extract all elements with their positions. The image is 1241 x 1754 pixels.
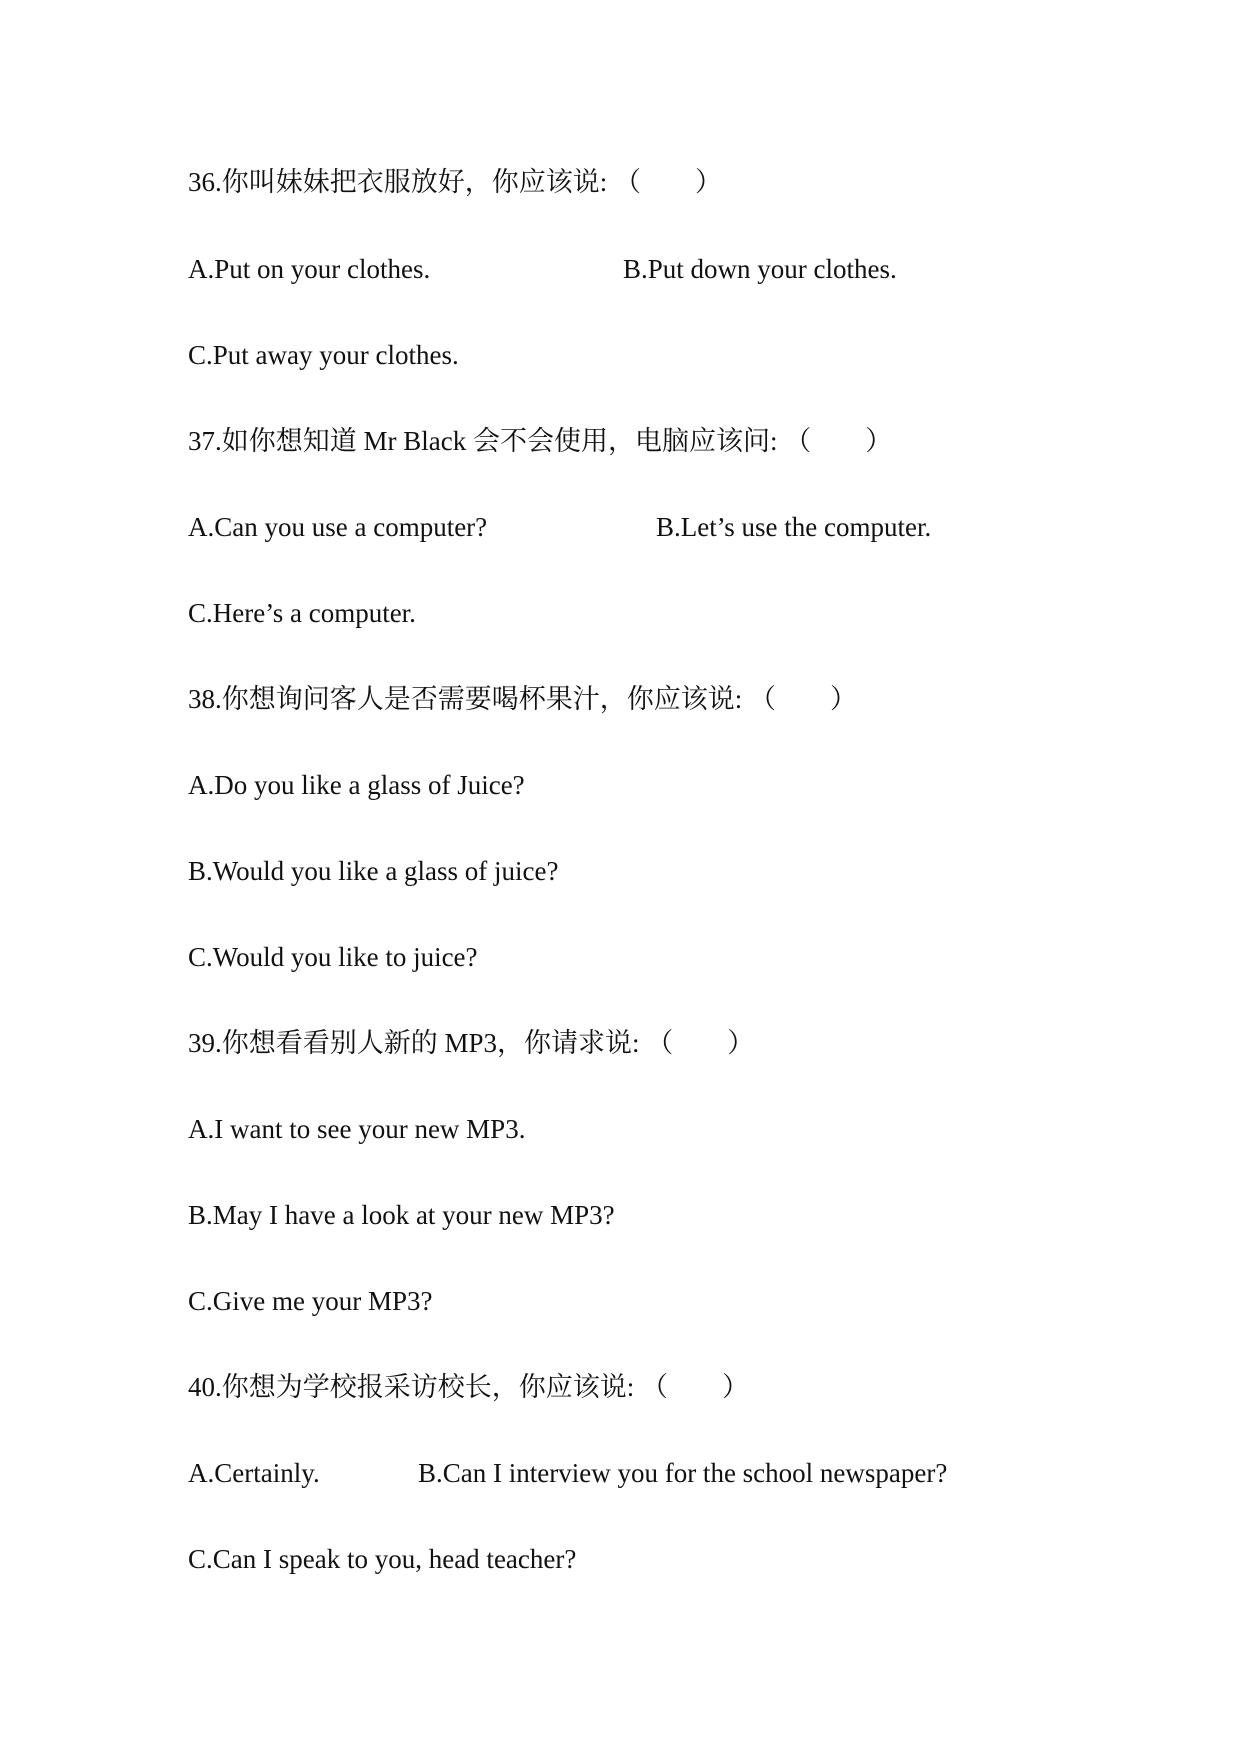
question-39-option-c: C.Give me your MP3?: [188, 1286, 433, 1316]
question-40-prompt: 40.你想为学校报采访校长，你应该说: （ ）: [188, 1372, 750, 1402]
question-38-option-b: B.Would you like a glass of juice?: [188, 856, 559, 886]
question-36-option-b: B.Put down your clothes.: [623, 254, 897, 284]
question-40-option-c: C.Can I speak to you, head teacher?: [188, 1544, 577, 1574]
question-37-option-b: B.Let’s use the computer.: [656, 512, 932, 542]
question-37-options-row: [188, 511, 932, 543]
question-40-options-row: [188, 1457, 948, 1489]
question-39-prompt: 39.你想看看别人新的 MP3，你请求说: （ ）: [188, 1028, 755, 1058]
question-36-option-a: A.Put on your clothes.: [188, 254, 431, 284]
question-40-option-b: B.Can I interview you for the school newspaper?: [418, 1458, 948, 1488]
question-37-option-c: C.Here’s a computer.: [188, 598, 416, 628]
question-36-option-c: C.Put away your clothes.: [188, 340, 459, 370]
question-40-option-a: A.Certainly.: [188, 1458, 320, 1488]
question-37-option-a: A.Can you use a computer?: [188, 512, 488, 542]
question-36-options-row: [188, 253, 897, 285]
question-38-prompt: 38.你想询问客人是否需要喝杯果汁，你应该说: （ ）: [188, 684, 858, 714]
question-39-option-b: B.May I have a look at your new MP3?: [188, 1200, 615, 1230]
question-38-option-c: C.Would you like to juice?: [188, 942, 478, 972]
question-38-option-a: A.Do you like a glass of Juice?: [188, 770, 525, 800]
question-39-option-a: A.I want to see your new MP3.: [188, 1114, 526, 1144]
question-36-prompt: 36.你叫妹妹把衣服放好，你应该说: （ ）: [188, 167, 723, 197]
question-37-prompt: 37.如你想知道 Mr Black 会不会使用，电脑应该问: （ ）: [188, 426, 893, 456]
